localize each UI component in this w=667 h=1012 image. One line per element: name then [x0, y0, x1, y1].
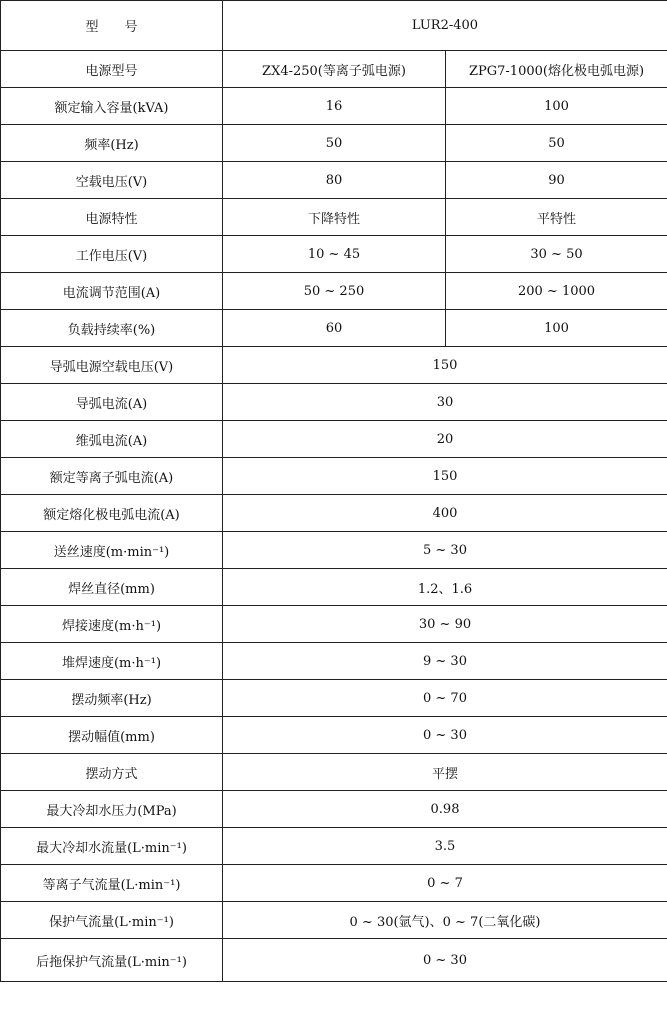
row-label: 摆动幅值(mm)	[1, 717, 223, 754]
row-value: 150	[223, 458, 667, 495]
cell-plasma-source: 60	[223, 310, 446, 347]
header-model: LUR2-400	[223, 1, 667, 51]
cell-mig-source: 50	[446, 125, 667, 162]
row-label: 电源特性	[1, 199, 223, 236]
row-value: 平摆	[223, 754, 667, 791]
row-value: 30 ~ 90	[223, 606, 667, 643]
header-label: 型 号	[1, 1, 223, 51]
cell-plasma-source: 16	[223, 88, 446, 125]
cell-mig-source: 平特性	[446, 199, 667, 236]
table-row	[1, 828, 667, 865]
row-value: 9 ~ 30	[223, 643, 667, 680]
row-value: 0 ~ 30	[223, 939, 667, 982]
table-row	[1, 939, 667, 982]
row-label: 焊接速度(m·h⁻¹)	[1, 606, 223, 643]
cell-plasma-source: 10 ~ 45	[223, 236, 446, 273]
table-row	[1, 384, 667, 421]
row-label: 堆焊速度(m·h⁻¹)	[1, 643, 223, 680]
row-value: 5 ~ 30	[223, 532, 667, 569]
table-row	[1, 273, 667, 310]
table-row	[1, 569, 667, 606]
table-row	[1, 902, 667, 939]
table-row	[1, 680, 667, 717]
row-label: 电源型号	[1, 51, 223, 88]
table-row	[1, 421, 667, 458]
row-value: 30	[223, 384, 667, 421]
row-value: 0 ~ 7	[223, 865, 667, 902]
table-row	[1, 791, 667, 828]
cell-mig-source: ZPG7-1000(熔化极电弧电源)	[446, 51, 667, 88]
cell-mig-source: 30 ~ 50	[446, 236, 667, 273]
table-row	[1, 162, 667, 199]
table-row	[1, 236, 667, 273]
row-value: 20	[223, 421, 667, 458]
row-value: 400	[223, 495, 667, 532]
cell-plasma-source: ZX4-250(等离子弧电源)	[223, 51, 446, 88]
row-value: 150	[223, 347, 667, 384]
row-label: 最大冷却水流量(L·min⁻¹)	[1, 828, 223, 865]
row-label: 焊丝直径(mm)	[1, 569, 223, 606]
row-label: 等离子气流量(L·min⁻¹)	[1, 865, 223, 902]
row-value: 1.2、1.6	[223, 569, 667, 606]
row-label: 后拖保护气流量(L·min⁻¹)	[1, 939, 223, 982]
header-row	[1, 1, 667, 51]
row-label: 摆动方式	[1, 754, 223, 791]
table-row	[1, 458, 667, 495]
row-label: 额定输入容量(kVA)	[1, 88, 223, 125]
table-row	[1, 88, 667, 125]
table-row	[1, 495, 667, 532]
table-row	[1, 865, 667, 902]
cell-mig-source: 90	[446, 162, 667, 199]
table-row	[1, 51, 667, 88]
row-value: 0.98	[223, 791, 667, 828]
spec-table-body	[1, 1, 667, 982]
row-label: 维弧电流(A)	[1, 421, 223, 458]
table-row	[1, 643, 667, 680]
cell-mig-source: 100	[446, 310, 667, 347]
row-label: 保护气流量(L·min⁻¹)	[1, 902, 223, 939]
cell-mig-source: 200 ~ 1000	[446, 273, 667, 310]
table-row	[1, 310, 667, 347]
row-label: 空载电压(V)	[1, 162, 223, 199]
row-label: 送丝速度(m·min⁻¹)	[1, 532, 223, 569]
row-label: 最大冷却水压力(MPa)	[1, 791, 223, 828]
row-label: 频率(Hz)	[1, 125, 223, 162]
row-label: 摆动频率(Hz)	[1, 680, 223, 717]
row-label: 额定等离子弧电流(A)	[1, 458, 223, 495]
cell-plasma-source: 50 ~ 250	[223, 273, 446, 310]
cell-plasma-source: 80	[223, 162, 446, 199]
row-value: 0 ~ 30	[223, 717, 667, 754]
table-row	[1, 717, 667, 754]
cell-plasma-source: 50	[223, 125, 446, 162]
row-label: 额定熔化极电弧电流(A)	[1, 495, 223, 532]
cell-plasma-source: 下降特性	[223, 199, 446, 236]
row-value: 0 ~ 30(氩气)、0 ~ 7(二氧化碳)	[223, 902, 667, 939]
table-row	[1, 199, 667, 236]
row-label: 导弧电流(A)	[1, 384, 223, 421]
table-row	[1, 125, 667, 162]
row-label: 导弧电源空载电压(V)	[1, 347, 223, 384]
row-label: 工作电压(V)	[1, 236, 223, 273]
table-row	[1, 754, 667, 791]
row-label: 电流调节范围(A)	[1, 273, 223, 310]
cell-mig-source: 100	[446, 88, 667, 125]
row-value: 3.5	[223, 828, 667, 865]
row-label: 负载持续率(%)	[1, 310, 223, 347]
table-row	[1, 347, 667, 384]
row-value: 0 ~ 70	[223, 680, 667, 717]
table-row	[1, 606, 667, 643]
table-row	[1, 532, 667, 569]
